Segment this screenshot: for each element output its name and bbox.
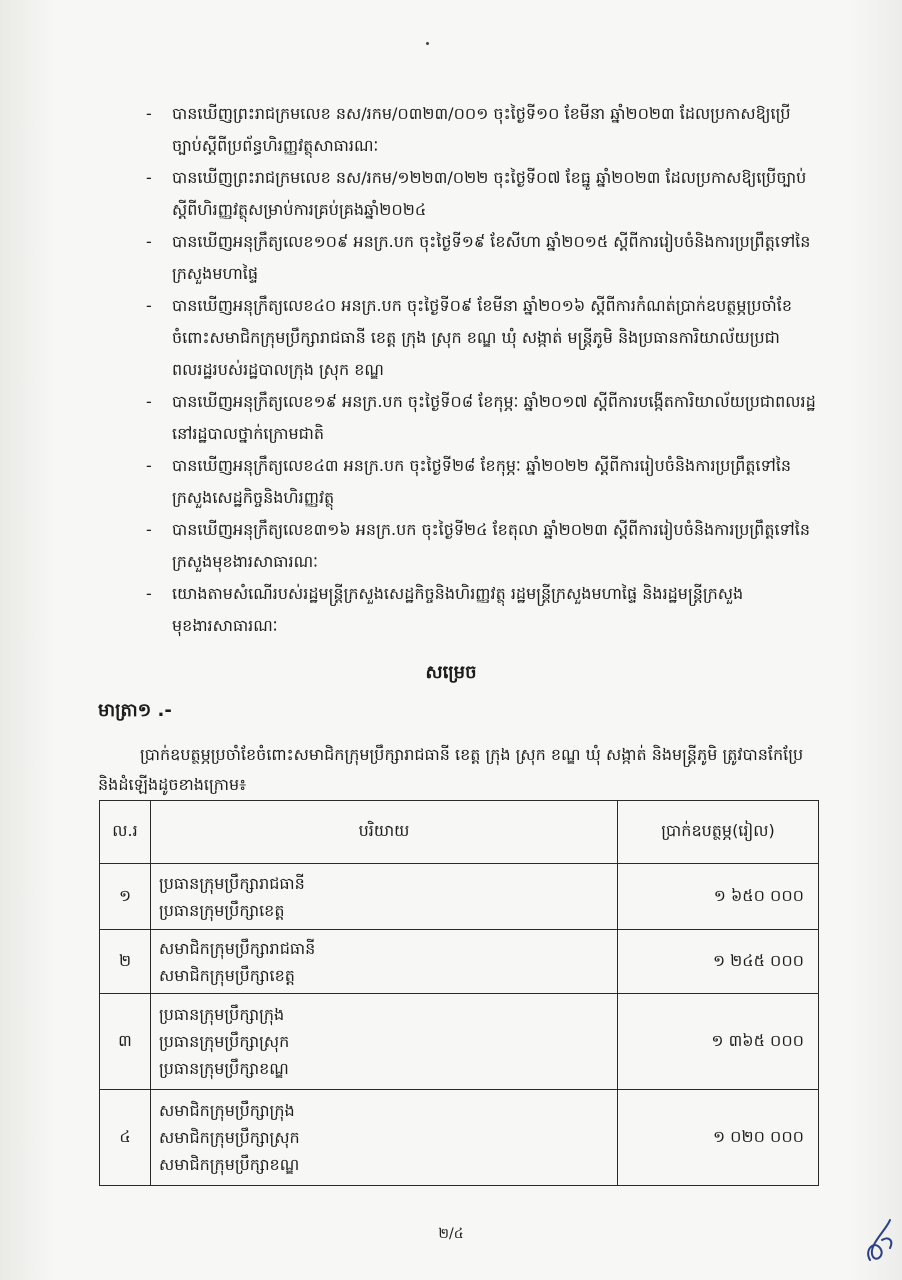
bullet-dash: - — [146, 456, 152, 475]
preamble-item — [140, 290, 820, 386]
table-header-row — [100, 801, 819, 864]
position-line: សមាជិកក្រុមប្រឹក្សារាជធានី — [159, 938, 316, 958]
row-description — [151, 994, 618, 1090]
header-number: ល.រ — [100, 801, 151, 864]
header-amount: ប្រាក់ឧបត្ថម្ភ(រៀល) — [618, 801, 819, 864]
row-number: ១ — [100, 864, 151, 930]
position-line: សមាជិកក្រុមប្រឹក្សាខណ្ឌ — [159, 1155, 300, 1174]
row-amount: ១ ៣៦៥ ០០០ — [618, 994, 819, 1090]
position-line: ប្រធានក្រុមប្រឹក្សារាជធានី — [159, 873, 305, 893]
allowance-table — [99, 800, 819, 1186]
article-text: ប្រាក់ឧបត្ថម្ភប្រចាំខែចំពោះសមាជិកក្រុមប្រឹក្សារាជធានី ខេត្ត ក្រុង ស្រុក ខណ្ឌ ឃុំ សង្កាត់ និងមន្ត្រីភូមិ ត្រូវបានកែប្រែនិងដំឡើងដូចខាងក្រោម៖ — [98, 745, 804, 794]
preamble-item — [140, 450, 820, 514]
preamble-text: បានឃើញព្រះរាជក្រមលេខ នស/រកម/០៣២៣/០០១ ចុះថ្ងៃទី១០ ខែមីនា ឆ្នាំ២០២៣ ដែលប្រកាសឱ្យប្រើច្បាប់ស្ដីពីប្រព័ន្ធហិរញ្ញវត្ថុសាធារណៈ — [172, 104, 791, 155]
preamble-item — [140, 98, 820, 162]
position-line: ប្រធានក្រុមប្រឹក្សាស្រុក — [159, 1032, 290, 1051]
row-description — [151, 1090, 618, 1186]
header-description: បរិយាយ — [151, 801, 618, 864]
decision-title: សម្រេច — [425, 662, 477, 683]
preamble-text: យោងតាមសំណើរបស់រដ្ឋមន្ត្រីក្រសួងសេដ្ឋកិច្ចនិងហិរញ្ញវត្ថុ រដ្ឋមន្ត្រីក្រសួងមហាផ្ទៃ និងរដ្ឋមន្ត្រីក្រសួងមុខងារសាធារណៈ — [172, 584, 744, 635]
preamble-text: បានឃើញអនុក្រឹត្យលេខ១៩ អនក្រ.បក ចុះថ្ងៃទី០៨ ខែកុម្ភៈ ឆ្នាំ២០១៧ ស្ដីពីការបង្កើតការិយាល័យប្រជាពលរដ្ឋនៅរដ្ឋបាលថ្នាក់ក្រោមជាតិ — [172, 392, 816, 443]
initials-signature — [860, 1210, 900, 1270]
preamble-item — [140, 578, 820, 642]
bullet-dash: - — [146, 232, 152, 251]
bullet-dash: - — [146, 168, 152, 187]
table-row — [100, 1090, 819, 1186]
bullet-dash: - — [146, 104, 152, 123]
table-row — [100, 994, 819, 1090]
preamble-text: បានឃើញអនុក្រឹត្យលេខ៣១៦ អនក្រ.បក ចុះថ្ងៃទី២៤ ខែតុលា ឆ្នាំ២០២៣ ស្ដីពីការរៀបចំនិងការប្រព្រឹត្តទៅនៃក្រសួងមុខងារសាធារណៈ — [172, 520, 811, 571]
preamble-item — [140, 162, 820, 226]
preamble-item — [140, 386, 820, 450]
preamble-text: បានឃើញអនុក្រឹត្យលេខ៤៣ អនក្រ.បក ចុះថ្ងៃទី២៨ ខែកុម្ភៈ ឆ្នាំ២០២២ ស្ដីពីការរៀបចំនិងការប្រព្រឹត្តទៅនៃក្រសួងសេដ្ឋកិច្ចនិងហិរញ្ញវត្ថុ — [172, 456, 792, 507]
position-line: សមាជិកក្រុមប្រឹក្សាក្រុង — [159, 1101, 295, 1120]
row-number: ២ — [100, 930, 151, 994]
scan-speck — [426, 42, 429, 45]
bullet-dash: - — [146, 584, 152, 603]
preamble-text: បានឃើញអនុក្រឹត្យលេខ១០៩ អនក្រ.បក ចុះថ្ងៃទី១៩ ខែសីហា ឆ្នាំ២០១៥ ស្ដីពីការរៀបចំនិងការប្រព្រឹត្តទៅនៃក្រសួងមហាផ្ទៃ — [172, 232, 811, 283]
preamble-item — [140, 226, 820, 290]
row-amount: ១ ០២០ ០០០ — [618, 1090, 819, 1186]
row-description — [151, 864, 618, 930]
bullet-dash: - — [146, 392, 152, 411]
table-row — [100, 864, 819, 930]
position-line: សមាជិកក្រុមប្រឹក្សាខេត្ត — [159, 965, 295, 985]
position-line: ប្រធានក្រុមប្រឹក្សាខេត្ត — [159, 900, 285, 920]
bullet-dash: - — [146, 296, 152, 315]
preamble-text: បានឃើញព្រះរាជក្រមលេខ នស/រកម/១២២៣/០២២ ចុះថ្ងៃទី០៧ ខែធ្នូ ឆ្នាំ២០២៣ ដែលប្រកាសឱ្យប្រើច្បាប់ស្ដីពីហិរញ្ញវត្ថុសម្រាប់ការគ្រប់គ្រងឆ្នាំ២០២៤ — [172, 168, 807, 219]
preamble-list — [140, 98, 820, 642]
row-description — [151, 930, 618, 994]
page-number: ២/៤ — [438, 1226, 464, 1242]
row-number: ៣ — [100, 994, 151, 1090]
row-amount: ១ ៦៥០ ០០០ — [618, 864, 819, 930]
preamble-text: បានឃើញអនុក្រឹត្យលេខ៤០ អនក្រ.បក ចុះថ្ងៃទី០៩ ខែមីនា ឆ្នាំ២០១៦ ស្ដីពីការកំណត់ប្រាក់ឧបត្ថម្ភប្រចាំខែចំពោះសមាជិកក្រុមប្រឹក្សារាជធានី ខេត្ត ក្រុង ស្រុក ខណ្ឌ ឃុំ សង្កាត់ មន្ត្រីភូមិ និងប្រធានការិយាល័យប្រជាពលរដ្ឋរបស់រដ្ឋបាលក្រុង ស្រុក ខណ្ឌ — [172, 296, 792, 379]
table-row — [100, 930, 819, 994]
bullet-dash: - — [146, 520, 152, 539]
row-amount: ១ ២៤៥ ០០០ — [618, 930, 819, 994]
article-title: មាត្រា១ .- — [98, 700, 172, 721]
row-number: ៤ — [100, 1090, 151, 1186]
position-line: សមាជិកក្រុមប្រឹក្សាស្រុក — [159, 1128, 300, 1147]
position-line: ប្រធានក្រុមប្រឹក្សាក្រុង — [159, 1005, 285, 1024]
position-line: ប្រធានក្រុមប្រឹក្សាខណ្ឌ — [159, 1059, 289, 1078]
preamble-item — [140, 514, 820, 578]
